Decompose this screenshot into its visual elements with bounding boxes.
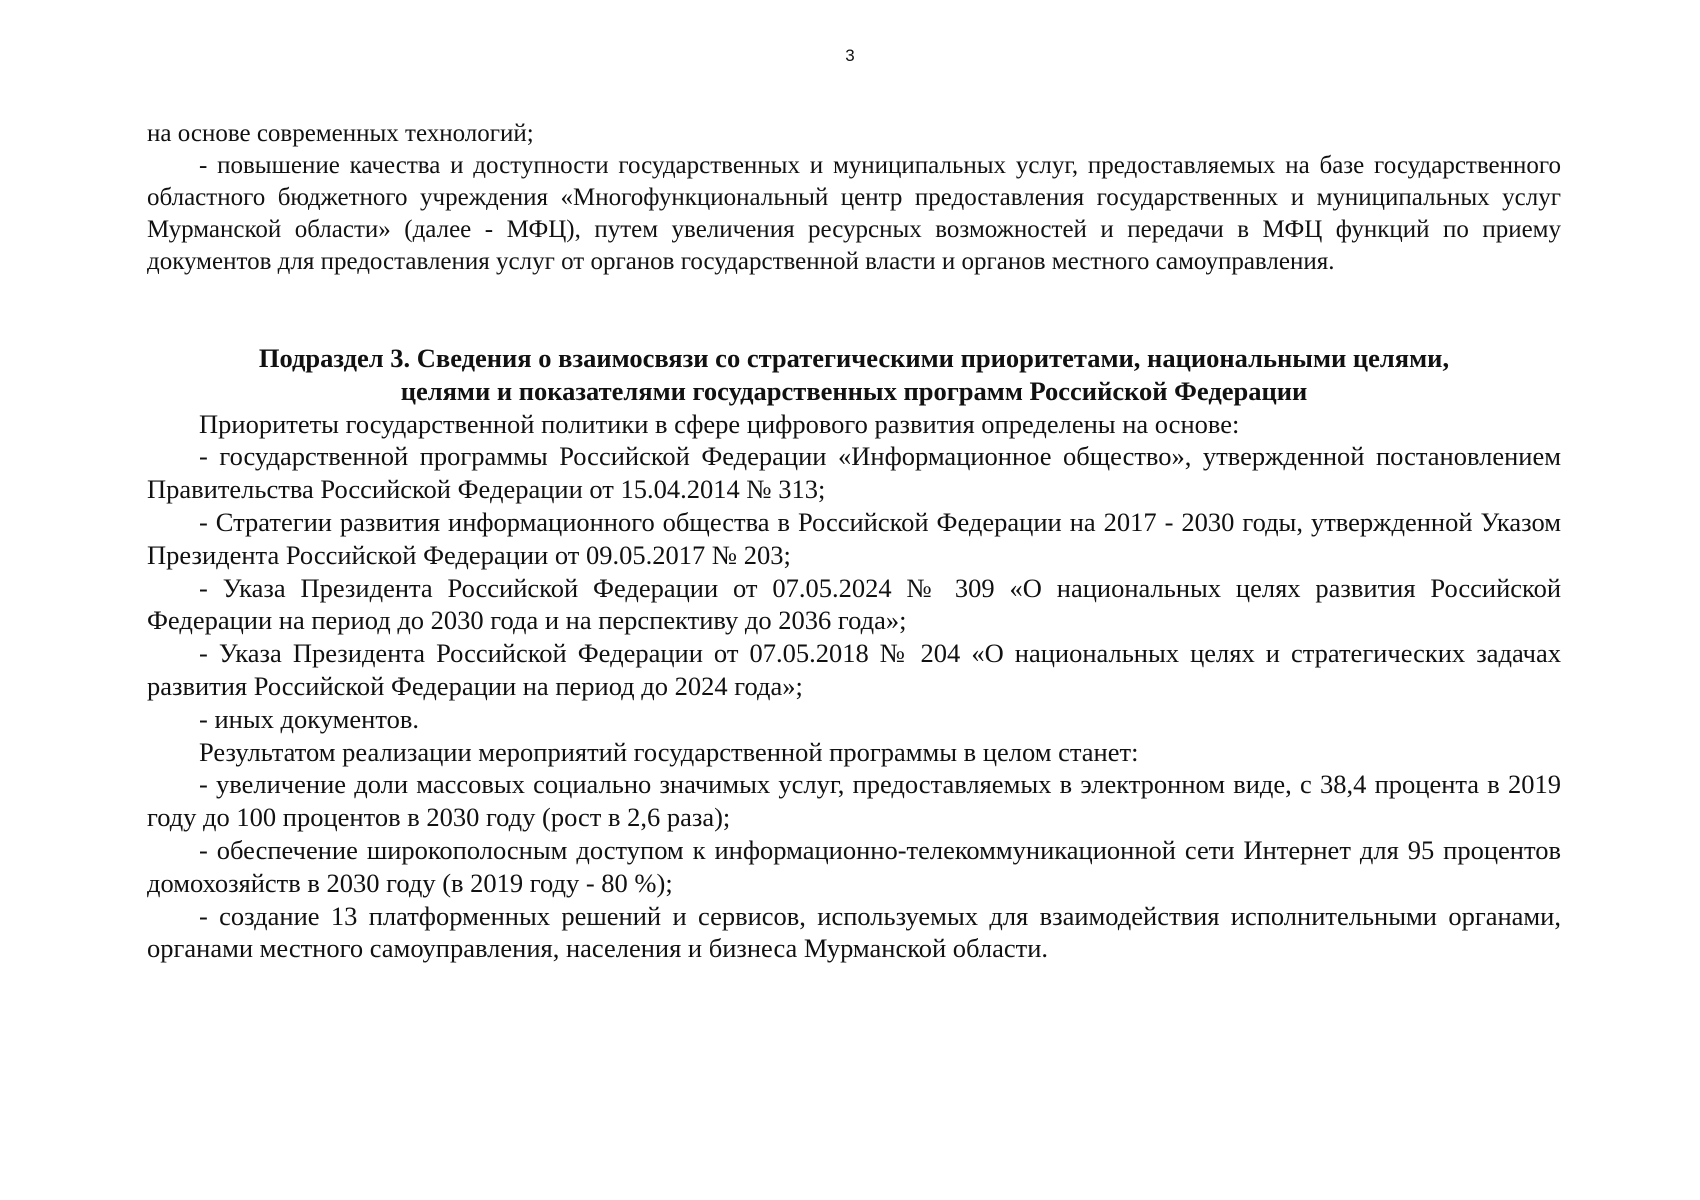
top-text-block xyxy=(147,118,1561,278)
page-number: 3 xyxy=(845,46,855,65)
list-item-other-documents: - иных документов. xyxy=(199,703,419,734)
list-item-electronic-services: - увеличение доли массовых социально значимых услуг, предоставляемых в электронном виде, с 38,4 процента в 2019 году до 100 процентов в 2030 году (рост в 2,6 раза); xyxy=(147,769,1561,833)
subsection-3 xyxy=(147,342,1561,965)
list-item-information-society-strategy: - Стратегии развития информационного общества в Российской Федерации на 2017 - 2030 годы, утвержденной Указом Президента Российской Федерации от 09.05.2017 № 203; xyxy=(147,506,1561,570)
paragraph-mfc-services: - повышение качества и доступности государственных и муниципальных услуг, предоставляемых на базе государственного областного бюджетного учреждения «Многофункциональный центр предоставления государственных и муниципальных услуг Мурманской области» (далее - МФЦ), путем увеличения ресурсных возможностей и передачи в МФЦ функций по приему документов для предоставления услуг от органов государственной власти и органов местного самоуправления. xyxy=(147,152,1561,275)
list-item-information-society-program: - государственной программы Российской Федерации «Информационное общество», утвержденной постановлением Правительства Российской Федерации от 15.04.2014 № 313; xyxy=(147,441,1561,505)
paragraph-priorities-intro: Приоритеты государственной политики в сфере цифрового развития определены на основе: xyxy=(199,408,1240,439)
subsection-heading-line2: целями и показателями государственных программ Российской Федерации xyxy=(400,375,1308,406)
list-item-decree-309: - Указа Президента Российской Федерации от 07.05.2024 № 309 «О национальных целях развития Российской Федерации на период до 2030 года и на перспективу до 2036 года»; xyxy=(147,572,1561,636)
subsection-heading-line1: Подраздел 3. Сведения о взаимосвязи со стратегическими приоритетами, национальными целями, xyxy=(258,343,1450,373)
subsection-heading xyxy=(147,342,1561,408)
list-item-broadband-access: - обеспечение широкополосным доступом к информационно-телекоммуникационной сети Интернет для 95 процентов домохозяйств в 2030 году (в 2019 году - 80 %); xyxy=(147,834,1561,898)
list-item-platform-solutions: - создание 13 платформенных решений и сервисов, используемых для взаимодействия исполнительными органами, органами местного самоуправления, населения и бизнеса Мурманской области. xyxy=(147,900,1561,964)
paragraph-continuation: на основе современных технологий; xyxy=(147,120,534,147)
list-item-decree-204: - Указа Президента Российской Федерации от 07.05.2018 № 204 «О национальных целях и стратегических задачах развития Российской Федерации на период до 2024 года»; xyxy=(147,638,1561,701)
paragraph-results-intro: Результатом реализации мероприятий государственной программы в целом станет: xyxy=(199,736,1139,767)
